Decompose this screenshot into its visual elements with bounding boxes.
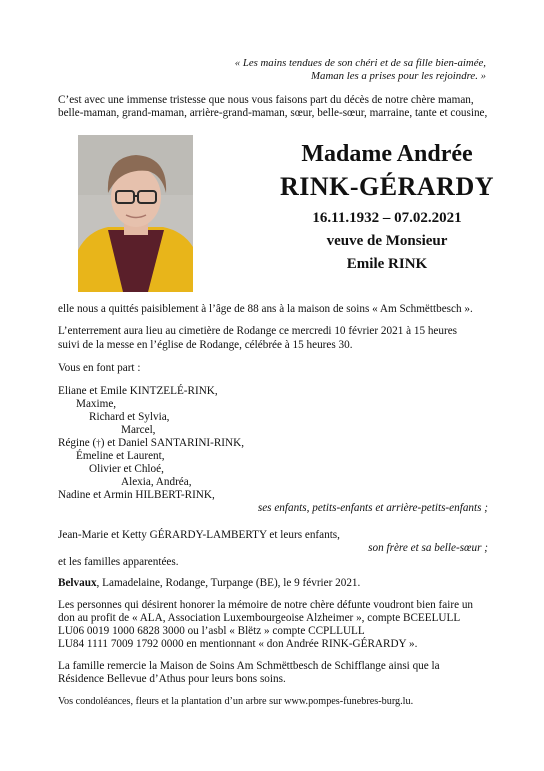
- deceased-surname: RINK-GÉRARDY: [280, 172, 494, 201]
- place-date-rest: , Lamadelaine, Rodange, Turpange (BE), le 9 février 2021.: [96, 577, 361, 589]
- family-line: Olivier et Chloé,: [89, 463, 164, 475]
- thanks-line-1: La famille remercie la Maison de Soins Am Schmëttbesch de Schifflange ainsi que la: [58, 660, 440, 672]
- intro-line-2: belle-maman, grand-maman, arrière-grand-maman, sœur, belle-sœur, marraine, tante et cousine,: [58, 107, 488, 119]
- widow-of: veuve de Monsieur: [326, 233, 448, 249]
- donation-line-3: LU06 0019 1000 6828 3000 ou l’asbl « Blëtz » compte CCPLLULL: [58, 625, 365, 637]
- cross-icon: †: [96, 438, 101, 448]
- condolences-line: Vos condoléances, fleurs et la plantation d’un arbre sur www.pompes-funebres-burg.lu.: [58, 696, 414, 707]
- passed-away-text: elle nous a quittés paisiblement à l’âge de 88 ans à la maison de soins « Am Schmëttbesch ».: [58, 303, 473, 315]
- family-line: Émeline et Laurent,: [76, 450, 165, 462]
- thanks-line-2: Résidence Bellevue d’Athus pour leurs bons soins.: [58, 673, 286, 685]
- donation-line-2: don au profit de « ALA, Association Luxembourgeoise Alzheimer », compte BCEELULL: [58, 612, 461, 624]
- place-name: Belvaux: [58, 577, 97, 589]
- donation-line-4: LU84 1111 7009 1792 0000 en mentionnant « don Andrée RINK-GÉRARDY ».: [58, 638, 418, 650]
- brother-line: Jean-Marie et Ketty GÉRARDY-LAMBERTY et leurs enfants,: [58, 529, 340, 541]
- brother-role: son frère et sa belle-sœur ;: [368, 542, 488, 554]
- other-relatives: et les familles apparentées.: [58, 556, 179, 568]
- portrait-photo: [78, 135, 193, 292]
- quote-line-1: « Les mains tendues de son chéri et de sa fille bien-aimée,: [234, 57, 486, 69]
- quote-line-2: Maman les a prises pour les rejoindre. »: [311, 70, 486, 82]
- intro-line-1: C’est avec une immense tristesse que nous vous faisons part du décès de notre chère maman,: [58, 94, 474, 106]
- funeral-line-1: L’enterrement aura lieu au cimetière de Rodange ce mercredi 10 février 2021 à 15 heures: [58, 325, 458, 337]
- family-line: [58, 437, 244, 450]
- family-line: Maxime,: [76, 398, 117, 410]
- spouse-name: Emile RINK: [346, 256, 428, 272]
- family-text: ) et Daniel SANTARINI-RINK,: [100, 437, 244, 449]
- family-line: Richard et Sylvia,: [89, 411, 170, 423]
- funeral-line-2: suivi de la messe en l’église de Rodange, célébrée à 15 heures 30.: [58, 339, 353, 351]
- place-date: [58, 577, 360, 590]
- life-dates: 16.11.1932 – 07.02.2021: [312, 210, 462, 226]
- deceased-name: Madame Andrée: [301, 141, 473, 167]
- family-line: Alexia, Andréa,: [121, 476, 192, 488]
- announce-label: Vous en font part :: [58, 362, 141, 374]
- family-line: Marcel,: [121, 424, 156, 436]
- donation-line-1: Les personnes qui désirent honorer la mémoire de notre chère défunte voudront bien faire un: [58, 599, 474, 611]
- family-line: Nadine et Armin HILBERT-RINK,: [58, 489, 215, 501]
- children-role: ses enfants, petits-enfants et arrière-petits-enfants ;: [257, 502, 488, 514]
- family-line: Eliane et Emile KINTZELÉ-RINK,: [58, 385, 218, 397]
- family-text: Régine (: [58, 437, 97, 449]
